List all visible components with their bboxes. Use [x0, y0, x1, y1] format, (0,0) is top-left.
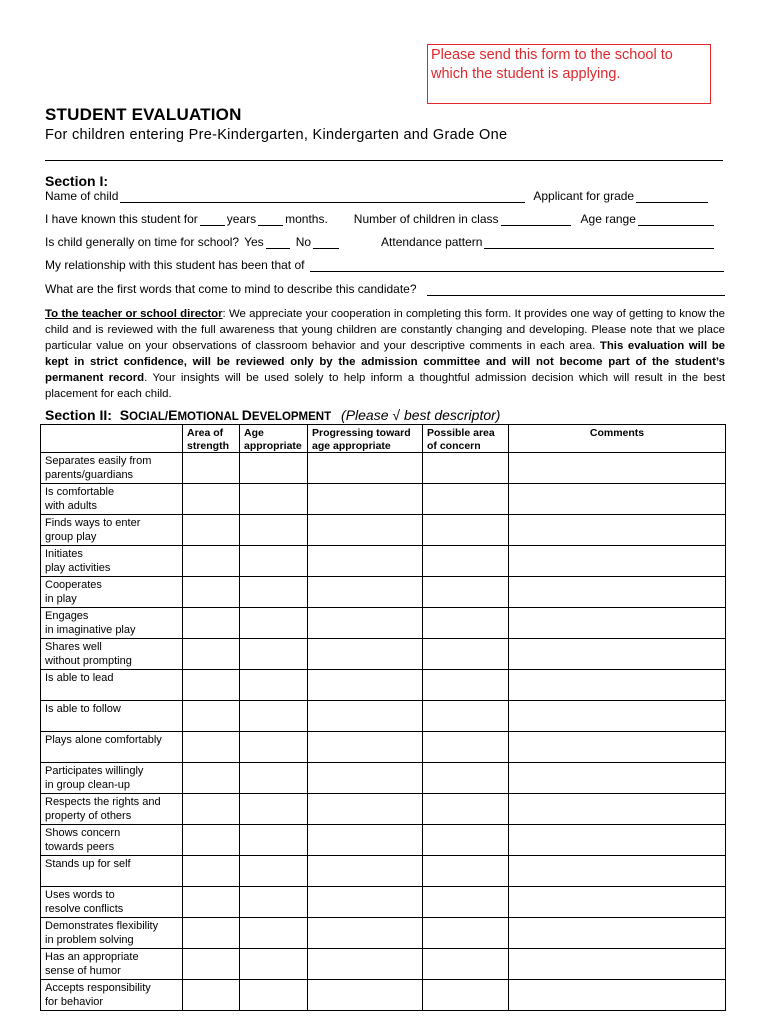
comments-cell[interactable] — [509, 453, 726, 484]
confidentiality-statement: This evaluation will be kept in strict confidence, will be reviewed only by the admission committee and will not become part of the student’s permanent record — [45, 339, 725, 384]
progressing-cell[interactable] — [308, 484, 423, 515]
header-skill — [41, 425, 183, 453]
strength-cell[interactable] — [183, 918, 240, 949]
strength-cell[interactable] — [183, 639, 240, 670]
row-label: Cooperates in play — [41, 577, 183, 608]
table-row — [41, 484, 726, 515]
row-label: Engages in imaginative play — [41, 608, 183, 639]
table-row — [41, 670, 726, 701]
strength-cell[interactable] — [183, 825, 240, 856]
header-strength: Area of strength — [183, 425, 240, 453]
on-time-label: Is child generally on time for school? — [45, 235, 240, 249]
known-for-label: I have known this student for — [45, 212, 198, 226]
age-appropriate-cell[interactable] — [240, 794, 308, 825]
concern-cell[interactable] — [423, 484, 509, 515]
num-children-field[interactable] — [501, 214, 571, 226]
concern-cell[interactable] — [423, 918, 509, 949]
months-field[interactable] — [258, 214, 283, 226]
strength-cell[interactable] — [183, 577, 240, 608]
age-appropriate-cell[interactable] — [240, 701, 308, 732]
age-appropriate-cell[interactable] — [240, 670, 308, 701]
strength-cell[interactable] — [183, 763, 240, 794]
strength-cell[interactable] — [183, 670, 240, 701]
section-1-title: Section I: — [45, 173, 109, 189]
age-appropriate-cell[interactable] — [240, 825, 308, 856]
strength-cell[interactable] — [183, 453, 240, 484]
age-appropriate-cell[interactable] — [240, 608, 308, 639]
row-known-duration — [45, 212, 716, 226]
comments-cell[interactable] — [509, 794, 726, 825]
row-label: Separates easily from parents/guardians — [41, 453, 183, 484]
row-label: Uses words to resolve conflicts — [41, 887, 183, 918]
applicant-grade-field[interactable] — [636, 191, 708, 203]
table-row — [41, 701, 726, 732]
comments-cell[interactable] — [509, 732, 726, 763]
attendance-label: Attendance pattern — [381, 235, 483, 249]
concern-cell[interactable] — [423, 763, 509, 794]
years-label: years — [226, 212, 257, 226]
section-2-instruction: (Please √ best descriptor) — [341, 407, 501, 423]
strength-cell[interactable] — [183, 701, 240, 732]
num-children-label: Number of children in class — [353, 212, 499, 226]
no-field[interactable] — [313, 237, 339, 249]
row-label: Has an appropriate sense of humor — [41, 949, 183, 980]
progressing-cell[interactable] — [308, 949, 423, 980]
social-emotional-table — [40, 424, 726, 1011]
concern-cell[interactable] — [423, 856, 509, 887]
row-relationship — [45, 258, 726, 272]
header-age-appropriate: Age appropriate — [240, 425, 308, 453]
comments-cell[interactable] — [509, 887, 726, 918]
attendance-field[interactable] — [484, 237, 714, 249]
table-row — [41, 732, 726, 763]
form-subtitle: For children entering Pre-Kindergarten, Kindergarten and Grade One — [45, 127, 508, 143]
age-appropriate-cell[interactable] — [240, 918, 308, 949]
yes-label: Yes — [244, 235, 264, 249]
row-label: Respects the rights and property of others — [41, 794, 183, 825]
concern-cell[interactable] — [423, 887, 509, 918]
strength-cell[interactable] — [183, 484, 240, 515]
row-label: Finds ways to enter group play — [41, 515, 183, 546]
progressing-cell[interactable] — [308, 887, 423, 918]
header-concern: Possible area of concern — [423, 425, 509, 453]
comments-cell[interactable] — [509, 608, 726, 639]
progressing-cell[interactable] — [308, 670, 423, 701]
strength-cell[interactable] — [183, 515, 240, 546]
age-appropriate-cell[interactable] — [240, 887, 308, 918]
row-label: Stands up for self — [41, 856, 183, 887]
age-appropriate-cell[interactable] — [240, 577, 308, 608]
first-words-field[interactable] — [427, 284, 725, 296]
row-name-grade — [45, 189, 710, 203]
concern-cell[interactable] — [423, 980, 509, 1011]
progressing-cell[interactable] — [308, 608, 423, 639]
concern-cell[interactable] — [423, 794, 509, 825]
progressing-cell[interactable] — [308, 825, 423, 856]
comments-cell[interactable] — [509, 856, 726, 887]
progressing-cell[interactable] — [308, 763, 423, 794]
table-row — [41, 856, 726, 887]
row-first-words — [45, 282, 727, 296]
progressing-cell[interactable] — [308, 577, 423, 608]
concern-cell[interactable] — [423, 577, 509, 608]
concern-cell[interactable] — [423, 546, 509, 577]
age-appropriate-cell[interactable] — [240, 763, 308, 794]
table-row — [41, 949, 726, 980]
progressing-cell[interactable] — [308, 453, 423, 484]
row-on-time — [45, 235, 716, 249]
age-appropriate-cell[interactable] — [240, 515, 308, 546]
age-appropriate-cell[interactable] — [240, 639, 308, 670]
relationship-field[interactable] — [310, 260, 724, 272]
title-divider — [45, 160, 723, 161]
comments-cell[interactable] — [509, 484, 726, 515]
strength-cell[interactable] — [183, 732, 240, 763]
strength-cell[interactable] — [183, 980, 240, 1011]
relationship-label: My relationship with this student has been that of — [45, 258, 305, 272]
row-label: Is comfortable with adults — [41, 484, 183, 515]
name-of-child-field[interactable] — [120, 191, 525, 203]
concern-cell[interactable] — [423, 949, 509, 980]
concern-cell[interactable] — [423, 825, 509, 856]
header-comments: Comments — [509, 425, 726, 453]
strength-cell[interactable] — [183, 856, 240, 887]
strength-cell[interactable] — [183, 608, 240, 639]
instructions-paragraph: To the teacher or school director: We appreciate your cooperation in completing this form. It provides one way of getting to know the child and is reviewed with the full awareness that young children are constantly changing and developing. Please note that we place particular value on your observations of classroom behavior and your descriptive comments in each area. This evaluation will be kept in strict confidence, will be reviewed only by the admission committee and will not become part of the student’s permanent record. Your insights will be used solely to help inform a thoughtful admission decision which will result in the best placement for each child. — [45, 308, 725, 400]
name-of-child-label: Name of child — [45, 189, 119, 203]
first-words-label: What are the first words that come to mind to describe this candidate? — [45, 282, 417, 296]
strength-cell[interactable] — [183, 794, 240, 825]
age-appropriate-cell[interactable] — [240, 484, 308, 515]
no-label: No — [295, 235, 312, 249]
submission-notice: Please send this form to the school to which the student is applying. — [427, 44, 711, 104]
table-row — [41, 918, 726, 949]
concern-cell[interactable] — [423, 670, 509, 701]
row-label: Shows concern towards peers — [41, 825, 183, 856]
table-row — [41, 887, 726, 918]
comments-cell[interactable] — [509, 701, 726, 732]
concern-cell[interactable] — [423, 453, 509, 484]
row-label: Participates willingly in group clean-up — [41, 763, 183, 794]
form-title: STUDENT EVALUATION — [45, 105, 242, 124]
applicant-grade-label: Applicant for grade — [533, 189, 635, 203]
comments-cell[interactable] — [509, 918, 726, 949]
comments-cell[interactable] — [509, 763, 726, 794]
table-row — [41, 825, 726, 856]
table-row — [41, 515, 726, 546]
progressing-cell[interactable] — [308, 639, 423, 670]
strength-cell[interactable] — [183, 887, 240, 918]
table-row — [41, 608, 726, 639]
row-label: Plays alone comfortably — [41, 732, 183, 763]
table-row — [41, 794, 726, 825]
comments-cell[interactable] — [509, 515, 726, 546]
strength-cell[interactable] — [183, 546, 240, 577]
table-row — [41, 546, 726, 577]
progressing-cell[interactable] — [308, 701, 423, 732]
age-appropriate-cell[interactable] — [240, 732, 308, 763]
progressing-cell[interactable] — [308, 515, 423, 546]
comments-cell[interactable] — [509, 949, 726, 980]
row-label: Accepts responsibility for behavior — [41, 980, 183, 1011]
age-range-field[interactable] — [638, 214, 714, 226]
comments-cell[interactable] — [509, 825, 726, 856]
table-header — [41, 425, 726, 453]
months-label: months. — [285, 212, 328, 226]
row-label: Shares well without prompting — [41, 639, 183, 670]
row-label: Demonstrates flexibility in problem solving — [41, 918, 183, 949]
progressing-cell[interactable] — [308, 856, 423, 887]
years-field[interactable] — [200, 214, 225, 226]
comments-cell[interactable] — [509, 670, 726, 701]
progressing-cell[interactable] — [308, 546, 423, 577]
instructions-heading: To the teacher or school director — [45, 308, 223, 320]
progressing-cell[interactable] — [308, 732, 423, 763]
age-appropriate-cell[interactable] — [240, 980, 308, 1011]
table-row — [41, 453, 726, 484]
concern-cell[interactable] — [423, 515, 509, 546]
age-appropriate-cell[interactable] — [240, 856, 308, 887]
comments-cell[interactable] — [509, 546, 726, 577]
progressing-cell[interactable] — [308, 794, 423, 825]
age-appropriate-cell[interactable] — [240, 546, 308, 577]
table-row — [41, 763, 726, 794]
row-label: Initiates play activities — [41, 546, 183, 577]
age-appropriate-cell[interactable] — [240, 453, 308, 484]
comments-cell[interactable] — [509, 980, 726, 1011]
concern-cell[interactable] — [423, 608, 509, 639]
comments-cell[interactable] — [509, 639, 726, 670]
strength-cell[interactable] — [183, 949, 240, 980]
progressing-cell[interactable] — [308, 918, 423, 949]
age-range-label: Age range — [580, 212, 636, 226]
table-row — [41, 577, 726, 608]
comments-cell[interactable] — [509, 577, 726, 608]
section-2-title: Section II: SOCIAL/EMOTIONAL DEVELOPMENT (Please √ best descriptor) — [45, 407, 501, 423]
concern-cell[interactable] — [423, 732, 509, 763]
table-row — [41, 639, 726, 670]
concern-cell[interactable] — [423, 701, 509, 732]
row-label: Is able to follow — [41, 701, 183, 732]
table-row — [41, 980, 726, 1011]
row-label: Is able to lead — [41, 670, 183, 701]
header-progressing: Progressing toward age appropriate — [308, 425, 423, 453]
age-appropriate-cell[interactable] — [240, 949, 308, 980]
concern-cell[interactable] — [423, 639, 509, 670]
yes-field[interactable] — [266, 237, 290, 249]
progressing-cell[interactable] — [308, 980, 423, 1011]
